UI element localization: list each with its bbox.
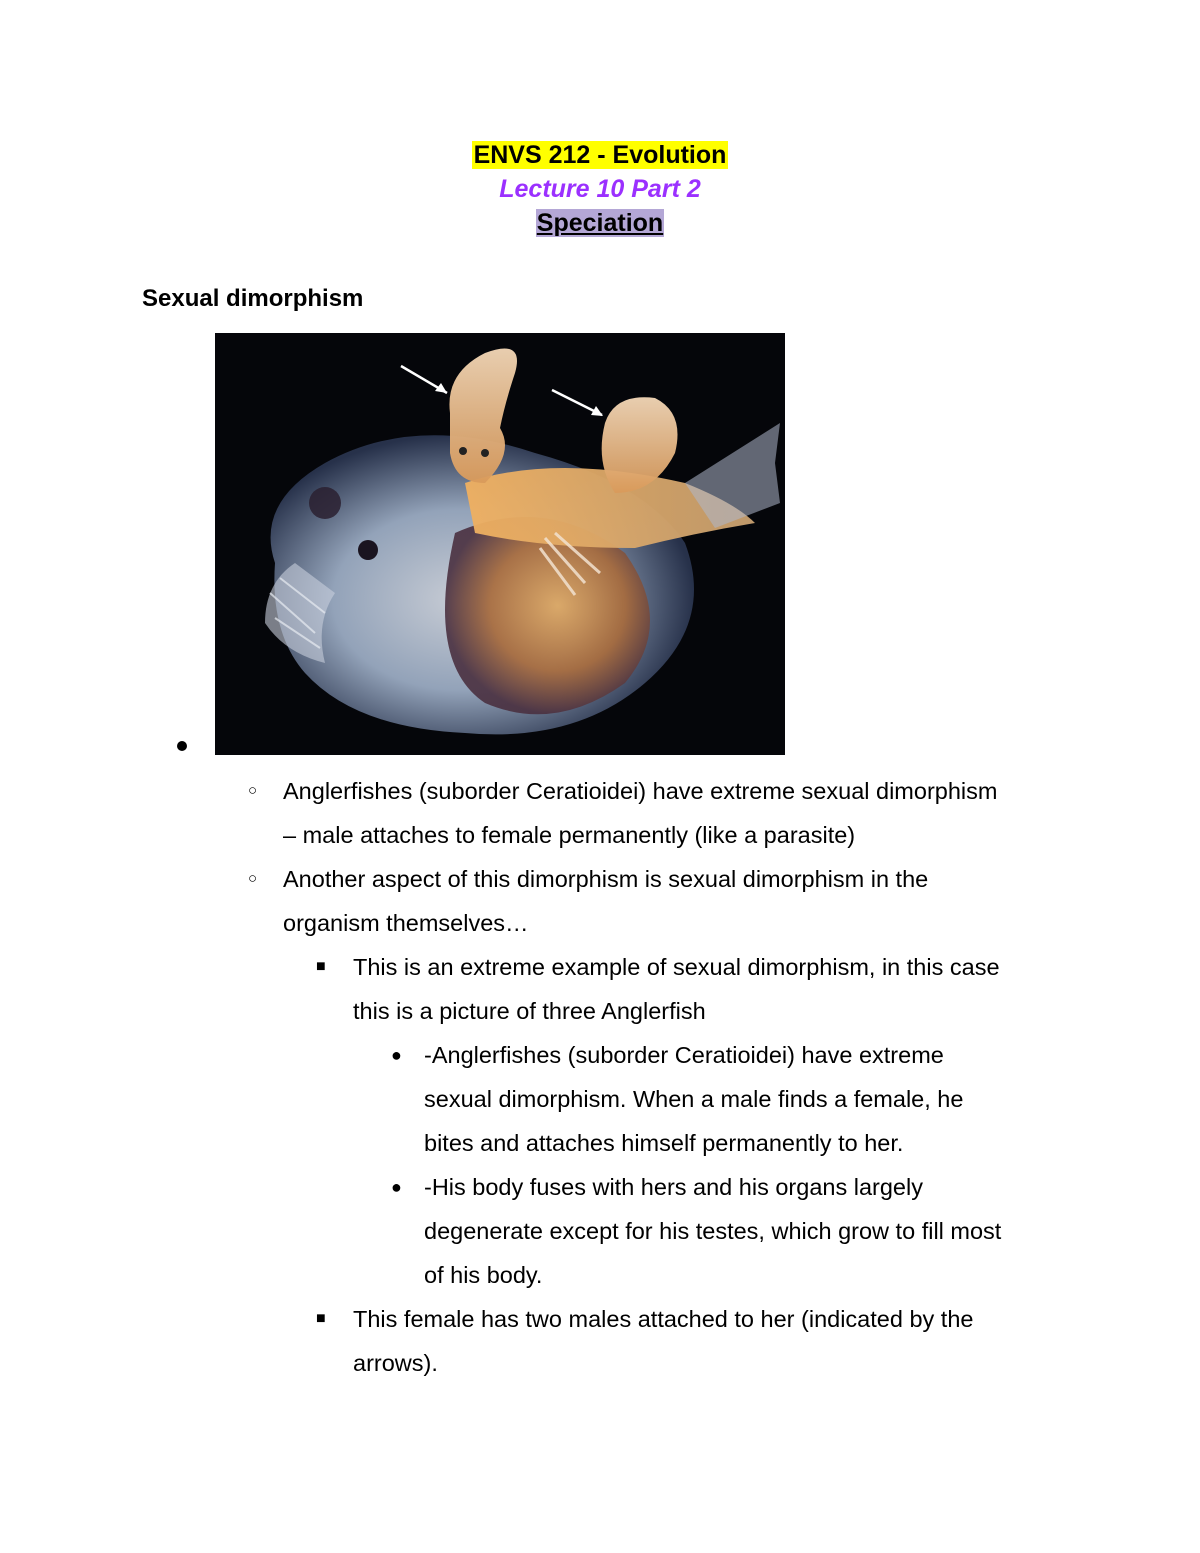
course-title-line — [0, 138, 1200, 172]
list-item — [0, 1165, 1074, 1297]
list-item-text: arrows). — [353, 1350, 438, 1376]
list-item-text: degenerate except for his testes, which grow to fill most — [424, 1218, 1002, 1244]
lecture-title-line — [0, 172, 1200, 206]
list-item-text: of his body. — [424, 1262, 543, 1288]
list-item — [0, 769, 1200, 857]
list-item — [0, 945, 1073, 1033]
lecture-title: Lecture 10 Part 2 — [499, 175, 701, 203]
hollow-circle-bullet-icon: ○ — [248, 870, 258, 887]
list-item-text: sexual dimorphism. When a male finds a female, he — [424, 1086, 964, 1112]
list-item-text: Anglerfishes (suborder Ceratioidei) have extreme sexual dimorphism — [283, 778, 998, 804]
square-bullet-icon: ■ — [316, 958, 326, 975]
section-heading: Sexual dimorphism — [142, 285, 364, 312]
list-item-text: this is a picture of three Anglerfish — [353, 998, 706, 1024]
image-bullet — [177, 741, 187, 751]
list-item-text: Another aspect of this dimorphism is sexual dimorphism in the — [283, 866, 929, 892]
list-item — [0, 1297, 1073, 1385]
list-item-text: organism themselves… — [283, 910, 529, 936]
hollow-circle-bullet-icon: ○ — [248, 782, 258, 799]
list-item-text: -Anglerfishes (suborder Ceratioidei) have extreme — [424, 1042, 944, 1068]
filled-circle-bullet-icon: ● — [391, 1177, 402, 1197]
course-title: ENVS 212 - Evolution — [473, 141, 727, 169]
notes-list — [0, 769, 1200, 1385]
list-item-text: This female has two males attached to her (indicated by the — [353, 1306, 974, 1332]
topic-title: Speciation — [536, 209, 664, 237]
square-bullet-icon: ■ — [316, 1310, 326, 1327]
list-item-text: – male attaches to female permanently (like a parasite) — [283, 822, 856, 848]
list-item-text: This is an extreme example of sexual dimorphism, in this case — [353, 954, 1000, 980]
list-item — [0, 1033, 1074, 1165]
filled-circle-bullet-icon: ● — [391, 1045, 402, 1065]
list-item — [0, 857, 1200, 945]
list-item-text: bites and attaches himself permanently to her. — [424, 1130, 904, 1156]
anglerfish-photo — [215, 333, 785, 755]
topic-title-line — [0, 206, 1200, 240]
document-header — [0, 138, 1200, 240]
list-item-text: -His body fuses with hers and his organs largely — [424, 1174, 923, 1200]
